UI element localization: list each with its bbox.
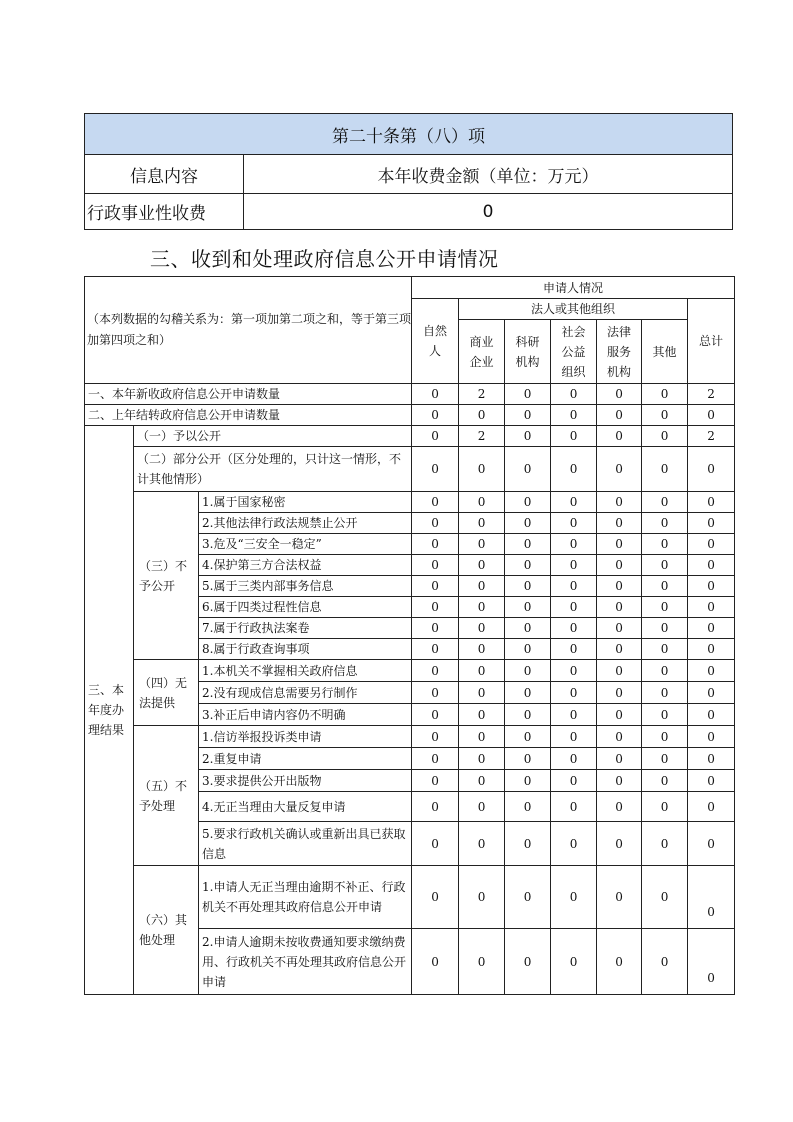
value-cell: 0 xyxy=(551,618,597,639)
value-cell: 0 xyxy=(551,639,597,660)
value-cell: 0 xyxy=(459,447,505,492)
value-cell: 0 xyxy=(459,704,505,726)
value-cell: 0 xyxy=(688,447,735,492)
value-cell: 0 xyxy=(688,513,735,534)
value-cell: 0 xyxy=(459,682,505,704)
value-cell: 0 xyxy=(688,682,735,704)
value-cell: 2 xyxy=(688,426,735,447)
row-label-item: 1.属于国家秘密 xyxy=(199,492,412,513)
value-cell: 0 xyxy=(597,555,642,576)
value-cell: 0 xyxy=(551,660,597,682)
value-cell: 0 xyxy=(459,792,505,822)
value-cell: 0 xyxy=(412,555,459,576)
value-cell: 0 xyxy=(505,792,551,822)
value-cell: 0 xyxy=(459,660,505,682)
value-cell: 0 xyxy=(551,384,597,405)
value-cell: 0 xyxy=(412,405,459,426)
value-cell: 0 xyxy=(688,555,735,576)
value-cell: 0 xyxy=(505,576,551,597)
value-cell: 2 xyxy=(688,384,735,405)
value-cell: 0 xyxy=(688,704,735,726)
value-cell: 0 xyxy=(597,384,642,405)
value-cell: 2 xyxy=(459,426,505,447)
row-label-item: 5.要求行政机关确认或重新出具已获取信息 xyxy=(199,822,412,866)
row-label-item: 2.重复申请 xyxy=(199,748,412,770)
value-cell: 0 xyxy=(551,447,597,492)
value-cell: 0 xyxy=(505,492,551,513)
value-cell: 0 xyxy=(642,866,688,929)
value-cell: 0 xyxy=(551,682,597,704)
row-label-item: 3.要求提供公开出版物 xyxy=(199,770,412,792)
application-table xyxy=(84,276,735,995)
value-cell: 0 xyxy=(459,726,505,748)
value-cell: 0 xyxy=(505,426,551,447)
row-label-item: 1.本机关不掌握相关政府信息 xyxy=(199,660,412,682)
row-label-item: 2.其他法律行政法规禁止公开 xyxy=(199,513,412,534)
value-cell: 0 xyxy=(642,660,688,682)
value-cell: 0 xyxy=(642,748,688,770)
value-cell: 0 xyxy=(412,770,459,792)
value-cell: 0 xyxy=(412,597,459,618)
value-cell: 0 xyxy=(642,447,688,492)
table-row xyxy=(85,726,735,748)
value-cell: 0 xyxy=(597,704,642,726)
value-cell: 0 xyxy=(642,929,688,995)
value-cell: 0 xyxy=(597,618,642,639)
section-title: 三、收到和处理政府信息公开申请情况 xyxy=(150,247,499,271)
value-cell: 0 xyxy=(505,384,551,405)
value-cell: 0 xyxy=(412,726,459,748)
value-cell: 0 xyxy=(505,639,551,660)
value-cell: 0 xyxy=(551,792,597,822)
value-cell: 0 xyxy=(551,576,597,597)
value-cell: 0 xyxy=(597,822,642,866)
value-cell: 0 xyxy=(597,792,642,822)
header-natural: 自然人 xyxy=(412,299,459,384)
header-business: 商业企业 xyxy=(459,320,505,384)
value-cell: 0 xyxy=(642,682,688,704)
value-cell: 0 xyxy=(551,513,597,534)
value-cell: 0 xyxy=(551,597,597,618)
row-admin-fee-label: 行政事业性收费 xyxy=(85,194,244,230)
value-cell: 0 xyxy=(642,618,688,639)
value-cell: 0 xyxy=(688,792,735,822)
row-label-item: 4.保护第三方合法权益 xyxy=(199,555,412,576)
value-cell: 0 xyxy=(412,534,459,555)
value-cell: 2 xyxy=(459,384,505,405)
row-label-item: 1.信访举报投诉类申请 xyxy=(199,726,412,748)
value-cell: 0 xyxy=(551,929,597,995)
value-cell: 0 xyxy=(642,513,688,534)
value-cell: 0 xyxy=(459,929,505,995)
value-cell: 0 xyxy=(459,513,505,534)
value-cell: 0 xyxy=(412,426,459,447)
value-cell: 0 xyxy=(459,534,505,555)
value-cell: 0 xyxy=(642,576,688,597)
value-cell: 0 xyxy=(505,866,551,929)
row-label-item: 1.申请人无正当理由逾期不补正、行政机关不再处理其政府信息公开申请 xyxy=(199,866,412,929)
row-label-item: 5.属于三类内部事务信息 xyxy=(199,576,412,597)
row-label-item: 4.无正当理由大量反复申请 xyxy=(199,792,412,822)
value-cell: 0 xyxy=(505,704,551,726)
value-cell: 0 xyxy=(688,618,735,639)
value-cell: 0 xyxy=(597,405,642,426)
value-cell: 0 xyxy=(412,492,459,513)
value-cell: 0 xyxy=(505,929,551,995)
result-group-label: 三、本年度办理结果 xyxy=(85,426,134,995)
value-cell: 0 xyxy=(412,822,459,866)
value-cell: 0 xyxy=(597,513,642,534)
value-cell: 0 xyxy=(412,748,459,770)
value-cell: 0 xyxy=(459,866,505,929)
value-cell: 0 xyxy=(688,639,735,660)
value-cell: 0 xyxy=(505,618,551,639)
row-label-item: 2.没有现成信息需要另行制作 xyxy=(199,682,412,704)
header-social: 社会公益组织 xyxy=(551,320,597,384)
group-label-cannot-provide: （四）无法提供 xyxy=(134,660,199,726)
row-label-new: 一、本年新收政府信息公开申请数量 xyxy=(85,384,412,405)
row-admin-fee-value: 0 xyxy=(244,194,733,230)
value-cell: 0 xyxy=(642,822,688,866)
header-legal-service: 法律服务机构 xyxy=(597,320,642,384)
row-label-carry: 二、上年结转政府信息公开申请数量 xyxy=(85,405,412,426)
value-cell: 0 xyxy=(459,597,505,618)
group-label-not-process: （五）不予处理 xyxy=(134,726,199,866)
fee-table xyxy=(84,113,733,230)
row-label-item: 2.申请人逾期未按收费通知要求缴纳费用、行政机关不再处理其政府信息公开申请 xyxy=(199,929,412,995)
header-legal: 法人或其他组织 xyxy=(459,299,688,320)
value-cell: 0 xyxy=(412,792,459,822)
value-cell: 0 xyxy=(597,426,642,447)
value-cell: 0 xyxy=(642,492,688,513)
value-cell: 0 xyxy=(597,748,642,770)
value-cell: 0 xyxy=(551,822,597,866)
value-cell: 0 xyxy=(505,660,551,682)
value-cell: 0 xyxy=(551,492,597,513)
value-cell: 0 xyxy=(412,618,459,639)
row-label-open: （一）予以公开 xyxy=(134,426,412,447)
value-cell: 0 xyxy=(412,866,459,929)
fee-table-title: 第二十条第（八）项 xyxy=(85,114,733,155)
value-cell: 0 xyxy=(412,447,459,492)
value-cell: 0 xyxy=(505,555,551,576)
value-cell: 0 xyxy=(642,726,688,748)
col-info-content: 信息内容 xyxy=(85,155,244,194)
value-cell: 0 xyxy=(688,534,735,555)
value-cell: 0 xyxy=(642,770,688,792)
value-cell: 0 xyxy=(551,770,597,792)
value-cell: 0 xyxy=(505,447,551,492)
value-cell: 0 xyxy=(688,492,735,513)
value-cell: 0 xyxy=(459,492,505,513)
value-cell: 0 xyxy=(642,597,688,618)
value-cell: 0 xyxy=(551,534,597,555)
row-label-item: 8.属于行政查询事项 xyxy=(199,639,412,660)
value-cell: 0 xyxy=(688,770,735,792)
value-cell: 0 xyxy=(642,405,688,426)
value-cell: 0 xyxy=(597,770,642,792)
value-cell: 0 xyxy=(688,660,735,682)
value-cell: 0 xyxy=(642,704,688,726)
value-cell: 0 xyxy=(597,576,642,597)
value-cell: 0 xyxy=(688,576,735,597)
value-cell: 0 xyxy=(642,534,688,555)
value-cell: 0 xyxy=(505,748,551,770)
table-row xyxy=(85,447,735,492)
header-other: 其他 xyxy=(642,320,688,384)
value-cell: 0 xyxy=(688,929,735,995)
value-cell: 0 xyxy=(459,405,505,426)
table-row xyxy=(85,660,735,682)
header-applicant: 申请人情况 xyxy=(412,277,735,299)
value-cell: 0 xyxy=(688,822,735,866)
value-cell: 0 xyxy=(412,639,459,660)
col-fee-amount: 本年收费金额（单位：万元） xyxy=(244,155,733,194)
value-cell: 0 xyxy=(551,866,597,929)
row-label-item: 3.补正后申请内容仍不明确 xyxy=(199,704,412,726)
value-cell: 0 xyxy=(459,618,505,639)
value-cell: 0 xyxy=(459,555,505,576)
value-cell: 0 xyxy=(597,447,642,492)
value-cell: 0 xyxy=(688,866,735,929)
header-note: （本列数据的勾稽关系为：第一项加第二项之和，等于第三项加第四项之和） xyxy=(85,277,412,384)
value-cell: 0 xyxy=(412,929,459,995)
value-cell: 0 xyxy=(505,597,551,618)
value-cell: 0 xyxy=(505,822,551,866)
group-label-other-process: （六）其他处理 xyxy=(134,866,199,995)
value-cell: 0 xyxy=(688,748,735,770)
value-cell: 0 xyxy=(642,426,688,447)
table-row xyxy=(85,492,735,513)
row-label-item: 3.危及“三安全一稳定” xyxy=(199,534,412,555)
group-label-not-open: （三）不予公开 xyxy=(134,492,199,660)
row-label-item: 7.属于行政执法案卷 xyxy=(199,618,412,639)
value-cell: 0 xyxy=(551,555,597,576)
value-cell: 0 xyxy=(505,534,551,555)
header-total: 总计 xyxy=(688,299,735,384)
value-cell: 0 xyxy=(551,405,597,426)
value-cell: 0 xyxy=(642,384,688,405)
row-label-item: 6.属于四类过程性信息 xyxy=(199,597,412,618)
table-row xyxy=(85,426,735,447)
value-cell: 0 xyxy=(597,866,642,929)
value-cell: 0 xyxy=(412,704,459,726)
value-cell: 0 xyxy=(412,513,459,534)
value-cell: 0 xyxy=(642,639,688,660)
value-cell: 0 xyxy=(688,597,735,618)
value-cell: 0 xyxy=(459,822,505,866)
value-cell: 0 xyxy=(551,748,597,770)
table-row xyxy=(85,866,735,929)
value-cell: 0 xyxy=(597,534,642,555)
value-cell: 0 xyxy=(459,748,505,770)
value-cell: 0 xyxy=(505,682,551,704)
value-cell: 0 xyxy=(412,660,459,682)
header-research: 科研机构 xyxy=(505,320,551,384)
value-cell: 0 xyxy=(505,726,551,748)
value-cell: 0 xyxy=(597,639,642,660)
value-cell: 0 xyxy=(597,492,642,513)
value-cell: 0 xyxy=(642,792,688,822)
value-cell: 0 xyxy=(551,704,597,726)
table-row xyxy=(85,405,735,426)
value-cell: 0 xyxy=(459,639,505,660)
value-cell: 0 xyxy=(505,405,551,426)
value-cell: 0 xyxy=(597,660,642,682)
value-cell: 0 xyxy=(688,726,735,748)
table-row xyxy=(85,384,735,405)
value-cell: 0 xyxy=(597,726,642,748)
value-cell: 0 xyxy=(459,576,505,597)
value-cell: 0 xyxy=(597,929,642,995)
value-cell: 0 xyxy=(412,682,459,704)
value-cell: 0 xyxy=(642,555,688,576)
row-label-partial: （二）部分公开（区分处理的，只计这一情形，不计其他情形） xyxy=(134,447,412,492)
value-cell: 0 xyxy=(688,405,735,426)
value-cell: 0 xyxy=(412,384,459,405)
value-cell: 0 xyxy=(505,513,551,534)
value-cell: 0 xyxy=(597,597,642,618)
value-cell: 0 xyxy=(551,726,597,748)
value-cell: 0 xyxy=(505,770,551,792)
value-cell: 0 xyxy=(597,682,642,704)
value-cell: 0 xyxy=(551,426,597,447)
value-cell: 0 xyxy=(412,576,459,597)
value-cell: 0 xyxy=(459,770,505,792)
